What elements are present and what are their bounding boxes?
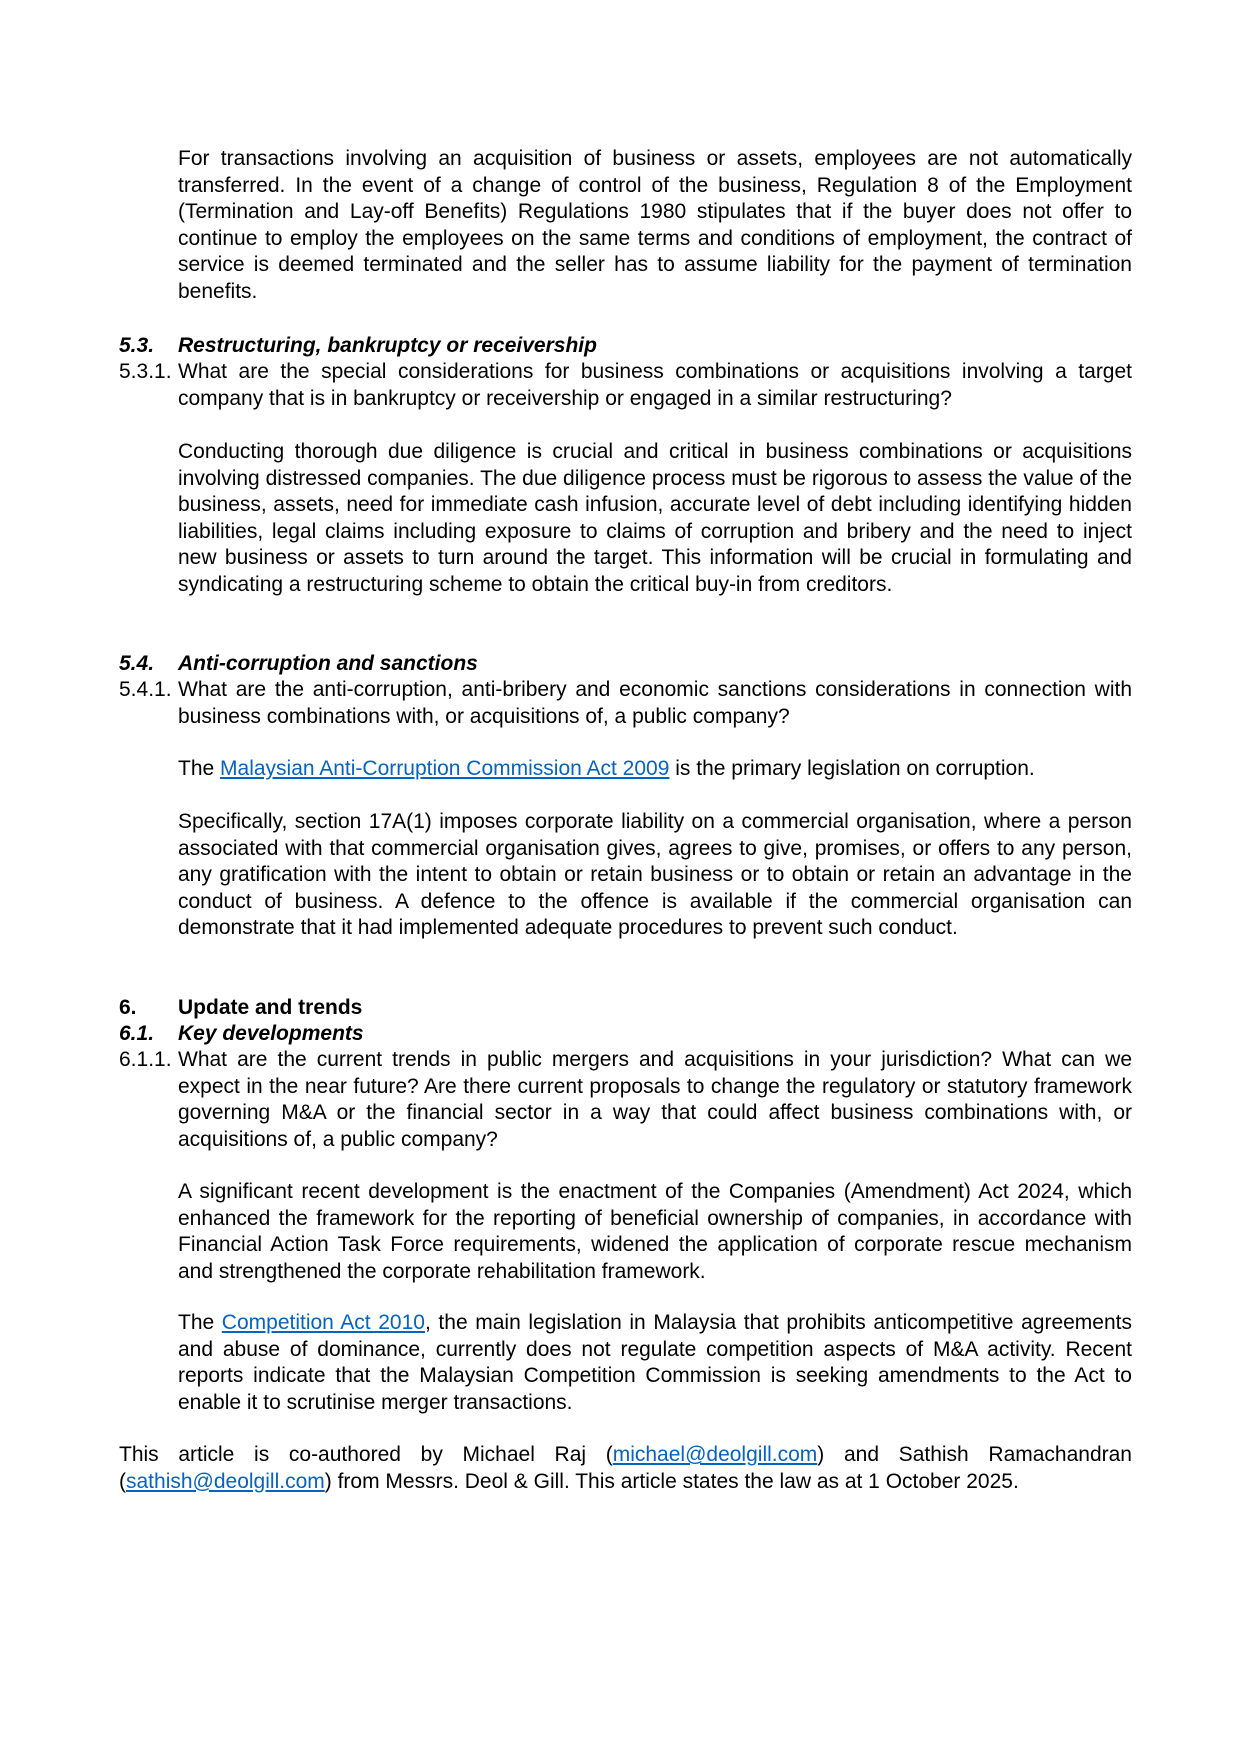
section-heading-5-3	[119, 333, 1132, 360]
section-heading-5-4	[119, 651, 1132, 678]
section-number: 5.3.	[119, 334, 155, 357]
question-number: 5.3.1.	[119, 360, 172, 383]
section-heading-6-1	[119, 1021, 1132, 1048]
question-text: What are the special considerations for business combinations or acquisitions involving a target company that is in bankruptcy or receivership or engaged in a similar restructuring?	[178, 360, 1132, 410]
section-title: Update and trends	[178, 996, 363, 1019]
paragraph-due-diligence: Conducting thorough due diligence is crucial and critical in business combinations or acquisitions involving distressed companies. The due diligence process must be rigorous to assess the value of the business, assets, need for immediate cash infusion, accurate level of debt including identifying hidden liabilities, legal claims including exposure to claims of corruption and bribery and the need to inject new business or assets to turn around the target. This information will be crucial in formulating and syndicating a restructuring scheme to obtain the critical buy-in from creditors.	[178, 440, 1132, 596]
text-segment: , the main legislation in Malaysia that prohibits anticompetitive agreements and abuse of dominance, currently does not regulate competition aspects of M&A activity. Recent reports indicate that the Malaysian Competition Commission is seeking amendments to the Act to enable it to scrutinise merger transactions.	[178, 1311, 1132, 1414]
question-text: What are the current trends in public mergers and acquisitions in your jurisdiction? What can we expect in the near future? Are there current proposals to change the regulatory or statutory framework governing M&A or the financial sector in a way that could affect business combinations with, or acquisitions of, a public company?	[178, 1048, 1132, 1151]
text-segment: ) from Messrs. Deol & Gill. This article states the law as at 1 October 2025.	[324, 1469, 1019, 1493]
macc-act-link[interactable]: Malaysian Anti-Corruption Commission Act 2009	[220, 757, 670, 780]
text-segment: ) and Sathish Ramachandran (	[119, 1443, 1132, 1493]
paragraph-competition-act	[178, 1310, 1132, 1416]
section-number: 6.	[119, 996, 137, 1019]
question-5-3-1	[119, 359, 1132, 412]
text-segment: is the primary legislation on corruption.	[669, 757, 1035, 780]
section-title: Anti-corruption and sanctions	[178, 652, 478, 675]
competition-act-link[interactable]: Competition Act 2010	[221, 1311, 425, 1334]
question-number: 6.1.1.	[119, 1048, 172, 1071]
paragraph-section-17a: Specifically, section 17A(1) imposes corporate liability on a commercial organisation, where a person associated with that commercial organisation gives, agrees to give, promises, or offers to any person, any gratification with the intent to obtain or retain business or to obtain or retain an advantage in the conduct of business. A defence to the offence is available if the commercial organisation can demonstrate that it had implemented adequate procedures to prevent such conduct.	[178, 810, 1132, 940]
question-6-1-1	[119, 1047, 1132, 1153]
section-number: 5.4.	[119, 652, 155, 675]
question-5-4-1	[119, 677, 1132, 730]
email-link-michael[interactable]: michael@deolgill.com	[612, 1443, 818, 1466]
section-title: Restructuring, bankruptcy or receivership	[178, 334, 597, 357]
section-heading-6	[119, 995, 1132, 1022]
text-segment: This article is co-authored by Michael Raj (	[119, 1443, 613, 1466]
text-segment: The	[178, 757, 221, 780]
question-number: 5.4.1.	[119, 678, 172, 701]
question-text: What are the anti-corruption, anti-bribery and economic sanctions considerations in connection with business combinations with, or acquisitions of, a public company?	[178, 678, 1132, 728]
section-title: Key developments	[178, 1022, 364, 1045]
paragraph-macc-act	[178, 756, 1132, 783]
paragraph-companies-amendment-act: A significant recent development is the enactment of the Companies (Amendment) Act 2024, which enhanced the framework for the reporting of beneficial ownership of companies, in accordance with Financial Action Task Force requirements, widened the application of corporate rescue mechanism and strengthened the corporate rehabilitation framework.	[178, 1180, 1132, 1283]
text-segment: The	[178, 1311, 222, 1334]
section-number: 6.1.	[119, 1022, 155, 1045]
paragraph-employee-transfer: For transactions involving an acquisition of business or assets, employees are not automatically transferred. In the event of a change of control of the business, Regulation 8 of the Employment (Termination and Lay-off Benefits) Regulations 1980 stipulates that if the buyer does not offer to continue to employ the employees on the same terms and conditions of employment, the contract of service is deemed terminated and the seller has to assume liability for the payment of termination benefits.	[178, 147, 1132, 303]
paragraph-authors	[119, 1442, 1132, 1495]
email-link-sathish[interactable]: sathish@deolgill.com	[126, 1469, 325, 1493]
